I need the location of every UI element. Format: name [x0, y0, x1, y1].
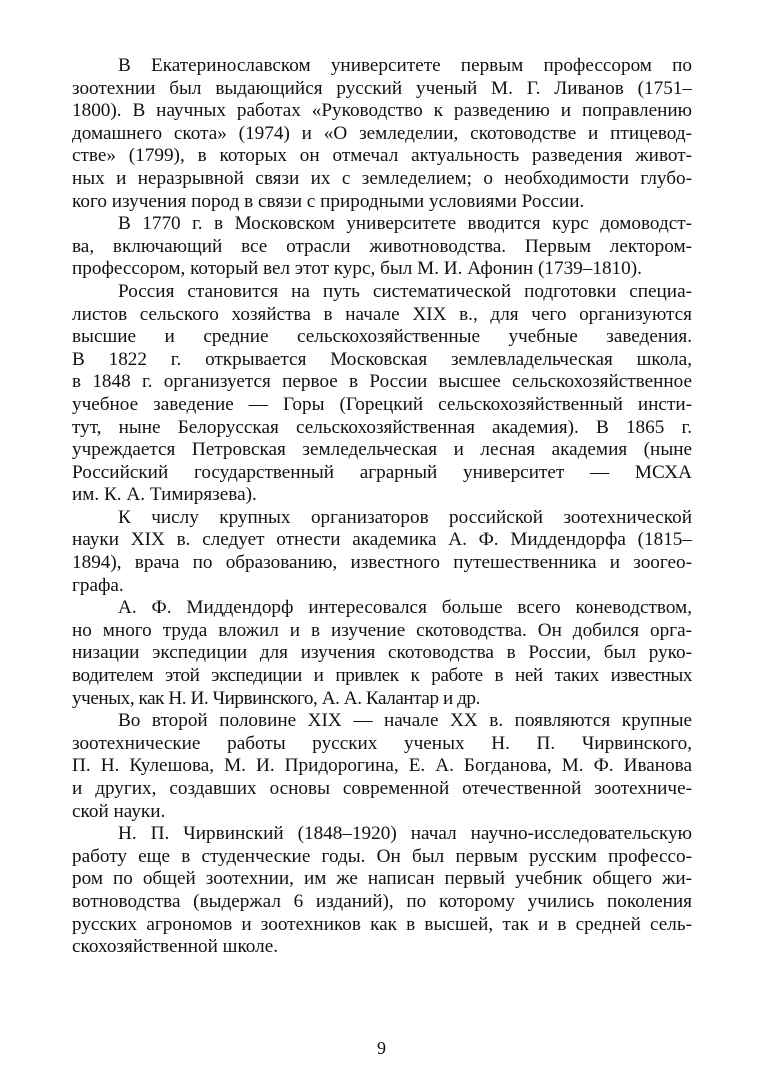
text-line: зоотехнии был выдающийся русский ученый М. Г. Ливанов (1751–	[72, 77, 692, 99]
text-line: водителем этой экспедиции и привлек к работе в ней таких известных	[72, 665, 692, 687]
text-line: и других, создавших основы современной отечественной зоотехниче-	[72, 778, 692, 799]
text-line: В 1770 г. в Московском университете вводится курс домоводст-	[118, 213, 692, 235]
text-line: 1800). В научных работах «Руководство к разведению и поправлению	[72, 100, 692, 122]
paragraph-chirvinsky	[72, 823, 692, 959]
text-line: листов сельского хозяйства в начале XIX в., для чего организуются	[72, 303, 692, 325]
text-line: домашнего скота» (1974) и «О земледелии, скотоводстве и птицевод-	[72, 122, 692, 144]
text-line: Н. П. Чирвинский (1848–1920) начал научно-исследовательскую	[118, 823, 692, 845]
text-line: ской науки.	[72, 800, 166, 822]
text-line: им. К. А. Тимирязева).	[72, 484, 257, 506]
text-line: вотноводства (выдержал 6 изданий), по которому учились поколения	[72, 890, 692, 912]
text-line: Российский государственный аграрный университет — МСХА	[72, 461, 692, 483]
text-line: ученых, как Н. И. Чирвинского, А. А. Калантар и др.	[72, 687, 480, 709]
text-line: скохозяйственной школе.	[72, 936, 279, 958]
text-line: профессором, который вел этот курс, был М. И. Афонин (1739–1810).	[72, 258, 642, 280]
paragraph-afonin	[72, 213, 692, 281]
text-line: учреждается Петровская земледельческая и лесная академия (ныне	[72, 439, 692, 461]
paragraph-education	[72, 281, 692, 507]
paragraph-middendorf-work	[72, 597, 692, 710]
text-line: ва, включающий все отрасли животноводства. Первым лектором-	[72, 235, 692, 257]
text-line: Россия становится на путь систематической подготовки специа-	[118, 280, 692, 302]
paragraph-middendorf-intro	[72, 507, 692, 597]
text-line: высшие и средние сельскохозяйственные учебные заведения.	[72, 326, 692, 348]
paragraph-livanov	[72, 55, 692, 213]
text-line: графа.	[72, 574, 124, 596]
text-line: 1894), врача по образованию, известного путешественника и зоогео-	[72, 552, 692, 574]
text-line: ных и неразрывной связи их с земледелием; о необходимости глубо-	[72, 167, 692, 189]
text-line: низации экспедиции для изучения скотоводства в России, был руко-	[72, 642, 692, 664]
text-line: но много труда вложил и в изучение скотоводства. Он добился орга-	[72, 619, 692, 641]
text-line: ром по общей зоотехнии, им же написан первый учебник общего жи-	[72, 868, 692, 890]
text-line: в 1848 г. организуется первое в России высшее сельскохозяйственное	[72, 371, 692, 393]
text-line: П. Н. Кулешова, М. И. Придорогина, Е. А. Богданова, М. Ф. Иванова	[72, 755, 692, 777]
text-line: В 1822 г. открывается Московская землевладельческая школа,	[72, 348, 692, 370]
text-line: К числу крупных организаторов российской зоотехнической	[118, 506, 692, 528]
text-line: русских агрономов и зоотехников как в высшей, так и в средней сель-	[72, 913, 692, 935]
page-body	[72, 55, 692, 959]
text-line: А. Ф. Миддендорф интересовался больше всего коневодством,	[118, 597, 692, 619]
page-number: 9	[377, 1038, 386, 1058]
text-line: Во второй половине XIX — начале XX в. появляются крупные	[118, 710, 692, 732]
text-line: стве» (1799), в которых он отмечал актуальность разведения живот-	[72, 145, 692, 167]
text-line: учебное заведение — Горы (Горецкий сельскохозяйственный инсти-	[72, 393, 692, 415]
text-line: В Екатеринославском университете первым профессором по	[118, 55, 692, 76]
text-line: науки XIX в. следует отнести академика А. Ф. Миддендорфа (1815–	[72, 529, 692, 551]
text-line: работу еще в студенческие годы. Он был первым русским профессо-	[72, 845, 692, 867]
text-line: кого изучения пород в связи с природными условиями России.	[72, 190, 585, 212]
text-line: тут, ныне Белорусская сельскохозяйственная академия). В 1865 г.	[72, 416, 692, 438]
paragraph-scientists	[72, 710, 692, 823]
text-line: зоотехнические работы русских ученых Н. П. Чирвинского,	[72, 732, 692, 754]
